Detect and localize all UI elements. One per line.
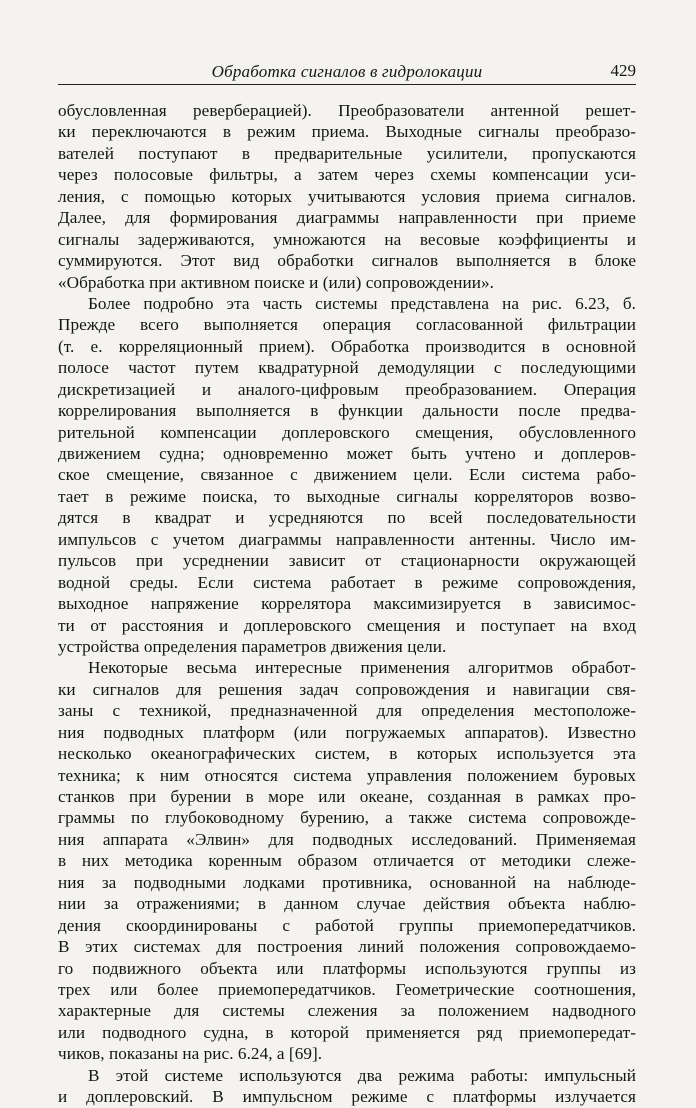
text-line: в них методика коренным образом отличается от методики слеже- <box>58 851 636 871</box>
text-line: Прежде всего выполняется операция согласованной фильтрации <box>58 315 636 335</box>
text-line: ки сигналов для решения задач сопровождения и навигации свя- <box>58 679 636 699</box>
text-line: дятся в квадрат и усредняются по всей последовательности <box>58 508 636 528</box>
text-line: ния аппарата «Элвин» для подводных исследований. Применяемая <box>58 829 636 849</box>
text-line: через полосовые фильтры, а затем через схемы компенсации уси- <box>58 165 636 185</box>
page-number: 429 <box>610 61 636 80</box>
text-line: ления, с помощью которых учитываются условия приема сигналов. <box>58 186 636 206</box>
text-line: пульсов при усреднении зависит от стационарности окружающей <box>58 551 636 571</box>
text-line: вателей поступают в предварительные усилители, пропускаются <box>58 143 636 163</box>
text-line: ское смещение, связанное с движением цели. Если система рабо- <box>58 465 636 485</box>
paragraph-start-line: Более подробно эта часть системы представлена на рис. 6.23, б. <box>88 293 636 313</box>
text-line: заны с техникой, предназначенной для определения местоположе- <box>58 701 636 721</box>
text-line: техника; к ним относятся система управления положением буровых <box>58 765 636 785</box>
text-line: характерные для системы слежения за положением надводного <box>58 1001 636 1021</box>
text-line: суммируются. Этот вид обработки сигналов выполняется в блоке <box>58 251 636 271</box>
text-line: водной среды. Если система работает в режиме сопровождения, <box>58 572 636 592</box>
paragraph-start-line: Некоторые весьма интересные применения алгоритмов обработ- <box>88 658 636 678</box>
text-line: трех или более приемопередатчиков. Геометрические соотношения, <box>58 979 636 999</box>
running-header <box>58 58 636 85</box>
text-line: го подвижного объекта или платформы используются группы из <box>58 958 636 978</box>
text-line: импульсов с учетом диаграммы направленности антенны. Число им- <box>58 529 636 549</box>
running-title: Обработка сигналов в гидролокации <box>211 62 483 81</box>
text-line: ки переключаются в режим приема. Выходные сигналы преобразо- <box>58 122 636 142</box>
text-line: рительной компенсации доплеровского смещения, обусловленного <box>58 422 636 442</box>
text-line: В этих системах для построения линий положения сопровождаемо- <box>58 937 636 957</box>
text-line: станков при бурении в море или океане, созданная в рамках про- <box>58 787 636 806</box>
text-line: дискретизацией и аналого-цифровым преобразованием. Операция <box>58 379 636 399</box>
text-line: чиков, показаны на рис. 6.24, а [69]. <box>58 1044 323 1064</box>
text-line: выходное напряжение коррелятора максимизируется в зависимос- <box>58 594 636 614</box>
text-line: сигналы задерживаются, умножаются на весовые коэффициенты и <box>58 229 636 249</box>
text-line: ния подводных платформ (или погружаемых аппаратов). Известно <box>58 722 636 742</box>
text-line: граммы по глубоководному бурению, а также система сопровожде- <box>58 808 636 828</box>
text-line: Далее, для формирования диаграммы направленности при приеме <box>58 208 636 228</box>
text-line: устройства определения параметров движения цели. <box>58 636 447 656</box>
text-line: нии за отражениями; в данном случае действия объекта наблю- <box>58 894 636 914</box>
text-line: коррелирования выполняется в функции дальности после предва- <box>58 401 636 421</box>
text-line: или подводного судна, в которой применяется ряд приемопередат- <box>58 1022 636 1042</box>
text-line: «Обработка при активном поиске и (или) сопровождении». <box>58 272 494 292</box>
text-line: несколько океанографических систем, в которых используется эта <box>58 744 636 764</box>
text-line: ния за подводными лодками противника, основанной на наблюде- <box>58 872 636 892</box>
text-line: и доплеровский. В импульсном режиме с платформы излучается <box>58 1087 636 1107</box>
text-line: ти от расстояния и доплеровского смещения и поступает на вход <box>58 615 636 635</box>
text-line: полосе частот путем квадратурной демодуляции с последующими <box>58 358 636 378</box>
text-line: тает в режиме поиска, то выходные сигналы корреляторов возво- <box>58 486 636 506</box>
text-line: дения скоординированы с работой группы приемопередатчиков. <box>58 915 636 935</box>
text-line: обусловленная реверберацией). Преобразователи антенной решет- <box>58 101 636 120</box>
text-line: движением судна; одновременно может быть учтено и доплеров- <box>58 444 636 463</box>
body-text <box>58 100 636 1108</box>
paragraph-start-line: В этой системе используются два режима работы: импульсный <box>88 1065 636 1085</box>
text-line: (т. е. корреляционный прием). Обработка производится в основной <box>58 336 636 356</box>
